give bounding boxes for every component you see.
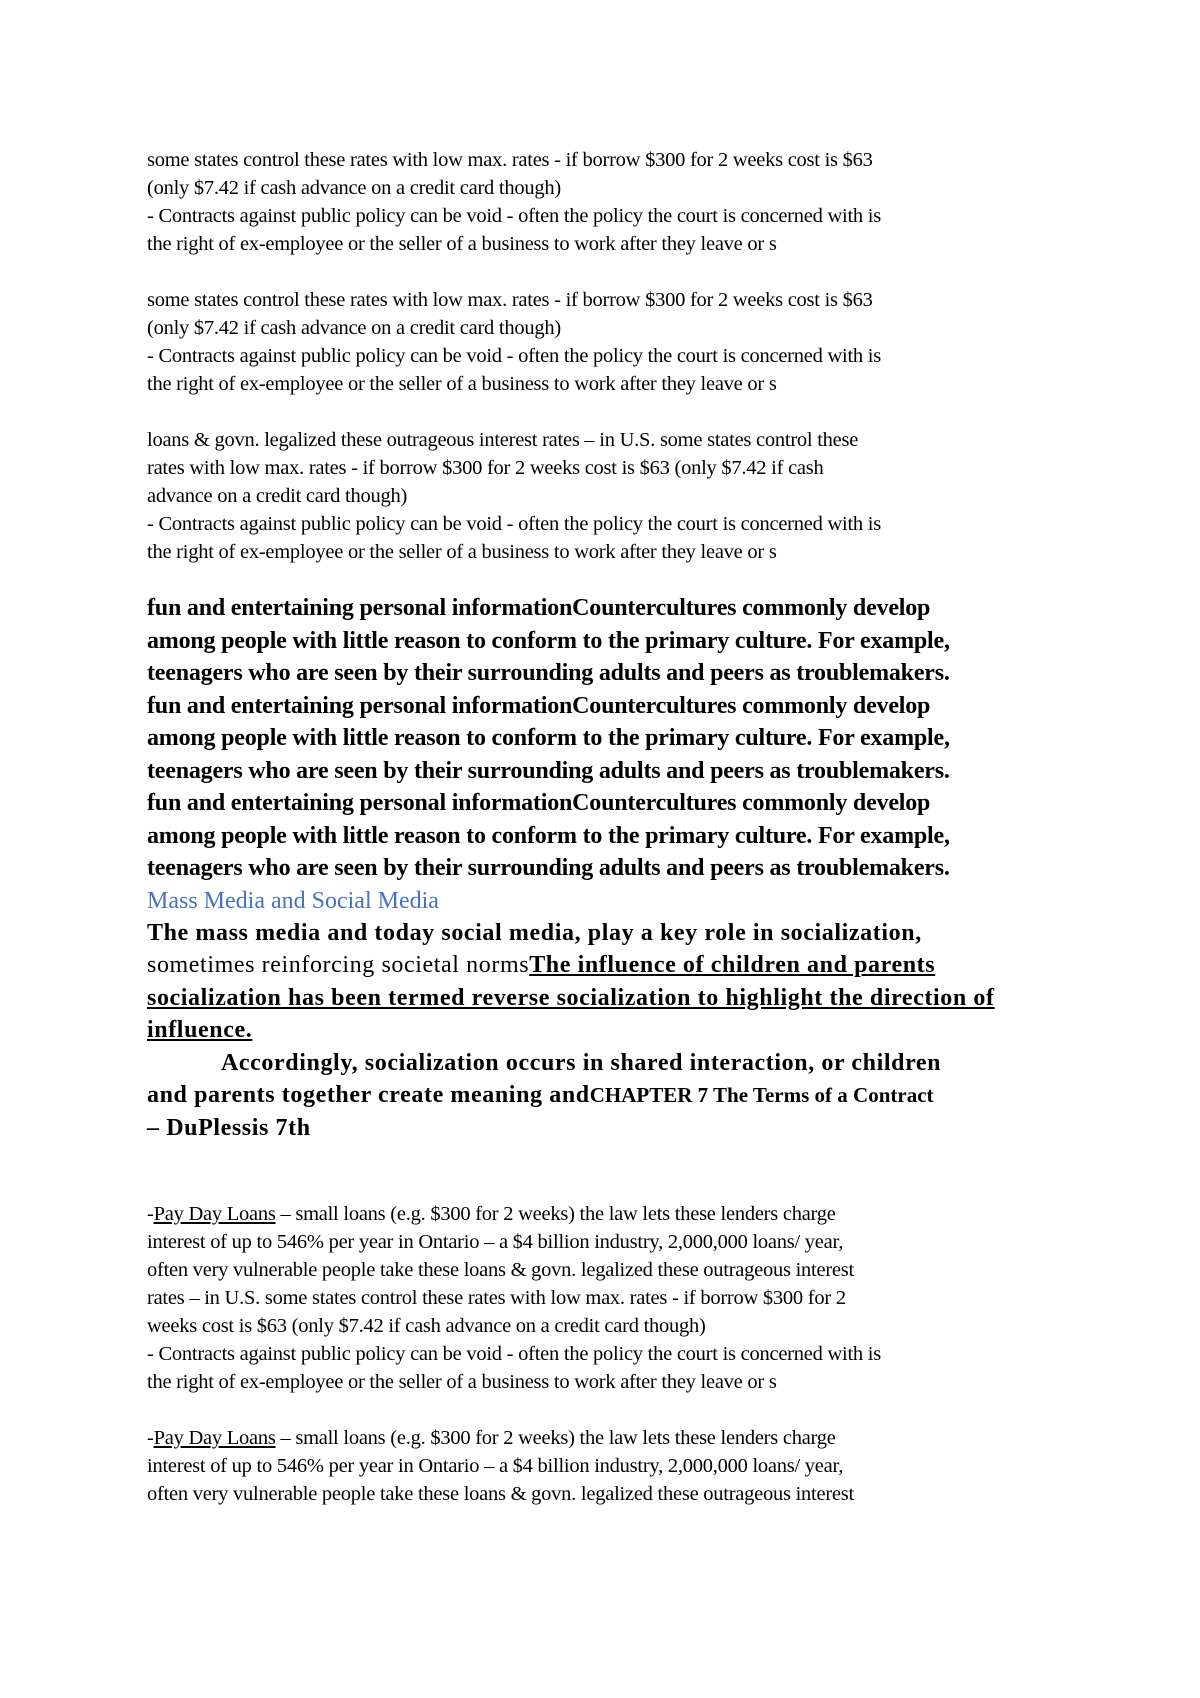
text-line: teenagers who are seen by their surrounding adults and peers as troublemakers. [147, 660, 950, 686]
underlined-term: Pay Day Loans [153, 1203, 276, 1225]
text-run: sometimes reinforcing societal norms [147, 952, 530, 978]
text-line: (only $7.42 if cash advance on a credit card though) [147, 177, 561, 199]
text-run: – small loans (e.g. $300 for 2 weeks) the law lets these lenders charge [275, 1427, 836, 1449]
text-line: - Contracts against public policy can be void - often the policy the court is concerned with is [147, 513, 881, 535]
text-line: rates – in U.S. some states control these rates with low max. rates - if borrow $300 for 2 [147, 1287, 846, 1309]
text-run: - [147, 1427, 154, 1449]
underlined-term: Pay Day Loans [153, 1427, 276, 1449]
text-line: some states control these rates with low max. rates - if borrow $300 for 2 weeks cost is $63 [147, 149, 873, 171]
text-line: Accordingly, socialization occurs in shared interaction, or children [221, 1049, 942, 1076]
text-line: the right of ex-employee or the seller of a business to work after they leave or s [147, 373, 777, 395]
text-line: weeks cost is $63 (only $7.42 if cash advance on a credit card though) [147, 1315, 706, 1337]
text-line: influence. [147, 1017, 253, 1043]
text-line [147, 1079, 1067, 1112]
text-line: the right of ex-employee or the seller of a business to work after they leave or s [147, 541, 777, 563]
text-run: – small loans (e.g. $300 for 2 weeks) the law lets these lenders charge [275, 1203, 836, 1225]
text-line: - Contracts against public policy can be void - often the policy the court is concerned with is [147, 345, 881, 367]
paragraph-rates-1 [147, 146, 1067, 258]
paragraph-countercultures [147, 592, 1067, 885]
text-line: interest of up to 546% per year in Ontario – a $4 billion industry, 2,000,000 loans/ year, [147, 1455, 844, 1477]
text-line: The mass media and today social media, play a key role in socialization, [147, 919, 922, 946]
underlined-text-run: The influence of children and parents [529, 952, 936, 978]
chapter-title: CHAPTER 7 The Terms of a Contract [589, 1083, 934, 1107]
text-run: - [147, 1203, 154, 1225]
text-line: often very vulnerable people take these loans & govn. legalized these outrageous interest [147, 1259, 854, 1281]
text-line: - Contracts against public policy can be void - often the policy the court is concerned with is [147, 205, 881, 227]
text-line: fun and entertaining personal informationCountercultures commonly develop [147, 692, 931, 719]
text-line [147, 1424, 1067, 1452]
text-line: (only $7.42 if cash advance on a credit card though) [147, 317, 561, 339]
chapter-author: – DuPlessis 7th [147, 1114, 311, 1141]
text-line: among people with little reason to conform to the primary culture. For example, [147, 627, 950, 654]
text-line: interest of up to 546% per year in Ontario – a $4 billion industry, 2,000,000 loans/ year, [147, 1231, 844, 1253]
text-run: and parents together create meaning and [147, 1082, 590, 1108]
paragraph-rates-3 [147, 426, 1067, 566]
text-line: the right of ex-employee or the seller of a business to work after they leave or s [147, 233, 777, 255]
text-line: teenagers who are seen by their surrounding adults and peers as troublemakers. [147, 855, 950, 881]
paragraph-rates-2 [147, 286, 1067, 398]
paragraph-socialization [147, 917, 1067, 1145]
text-line [147, 1200, 1067, 1228]
text-line: among people with little reason to conform to the primary culture. For example, [147, 822, 950, 849]
text-line [147, 949, 1067, 982]
text-line: some states control these rates with low max. rates - if borrow $300 for 2 weeks cost is $63 [147, 289, 873, 311]
text-line: the right of ex-employee or the seller of a business to work after they leave or s [147, 1371, 777, 1393]
text-line: fun and entertaining personal informationCountercultures commonly develop [147, 595, 931, 621]
text-line: teenagers who are seen by their surrounding adults and peers as troublemakers. [147, 757, 950, 784]
paragraph-payday-1 [147, 1200, 1067, 1396]
text-line: loans & govn. legalized these outrageous interest rates – in U.S. some states control these [147, 429, 859, 451]
text-line: often very vulnerable people take these loans & govn. legalized these outrageous interest [147, 1483, 854, 1505]
paragraph-payday-2 [147, 1424, 1067, 1508]
text-line: - Contracts against public policy can be void - often the policy the court is concerned with is [147, 1343, 881, 1365]
text-line: advance on a credit card though) [147, 485, 408, 507]
text-line: among people with little reason to conform to the primary culture. For example, [147, 725, 950, 751]
section-heading-mass-media: Mass Media and Social Media [147, 887, 439, 914]
text-line: socialization has been termed reverse socialization to highlight the direction of [147, 984, 995, 1011]
text-line: rates with low max. rates - if borrow $300 for 2 weeks cost is $63 (only $7.42 if cash [147, 457, 824, 479]
document-body [147, 146, 1067, 1508]
spacer [147, 1144, 1067, 1200]
text-line: fun and entertaining personal informationCountercultures commonly develop [147, 790, 931, 816]
